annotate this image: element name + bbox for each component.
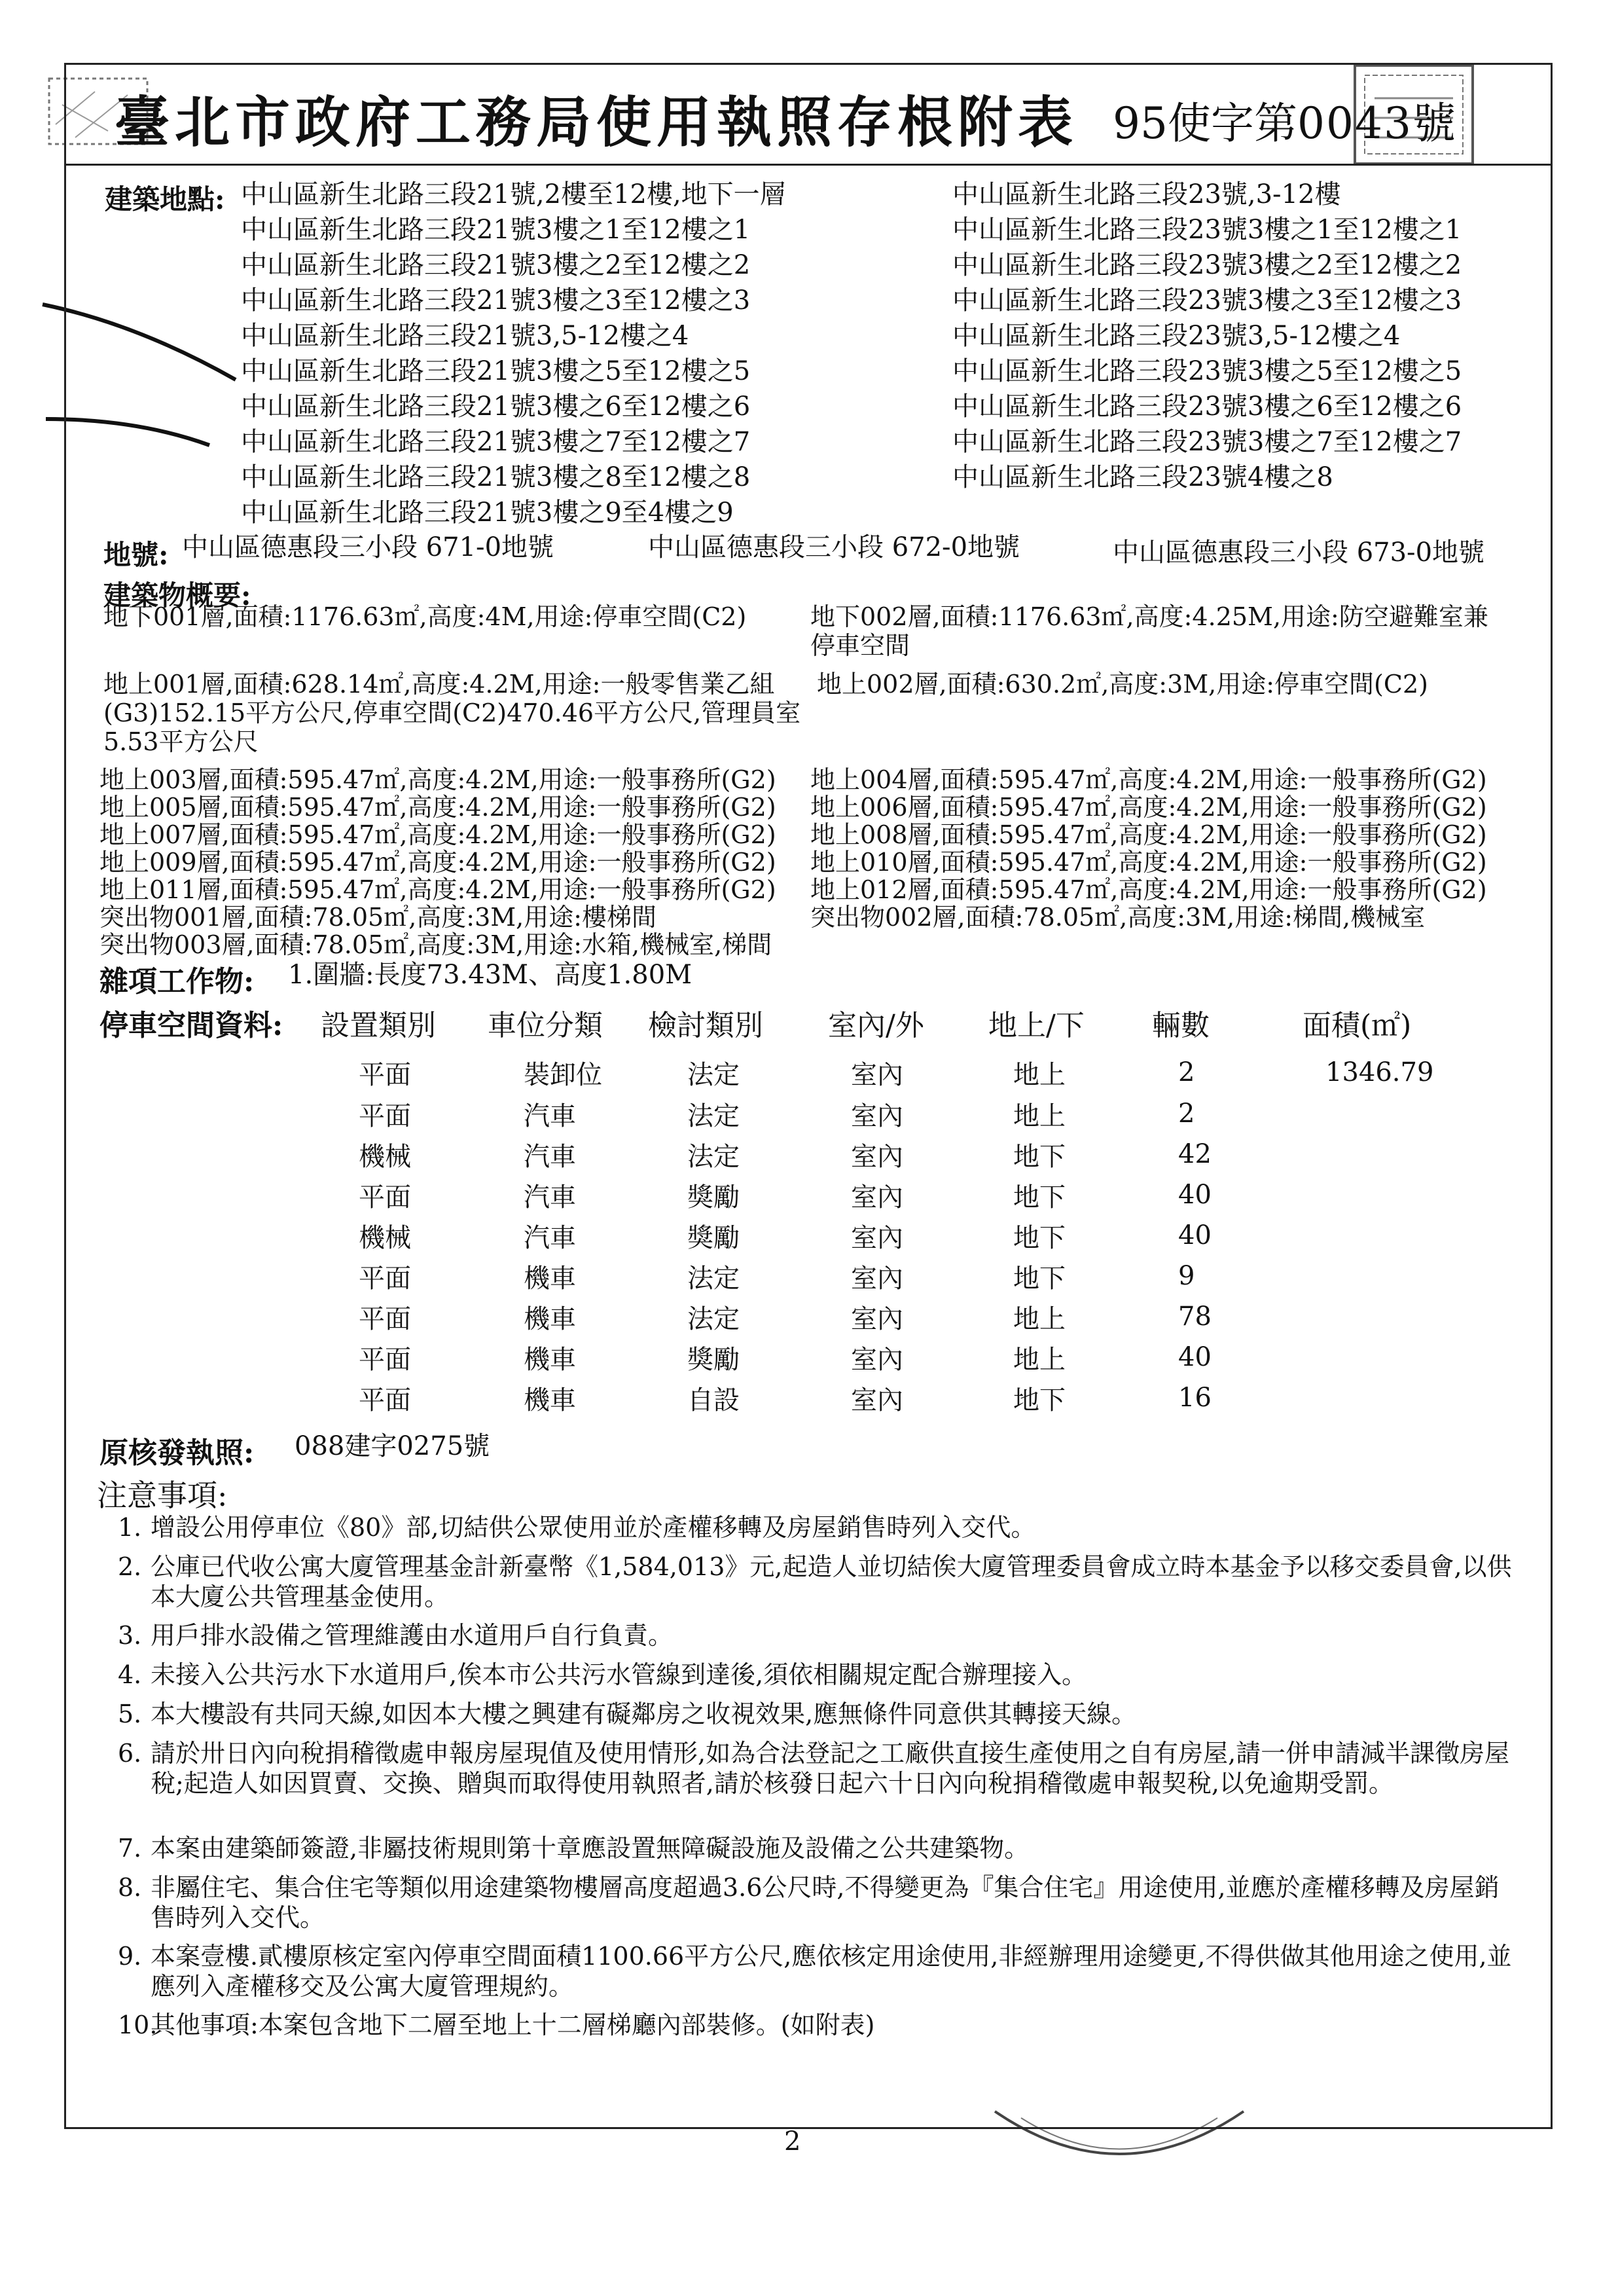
location-item: 中山區新生北路三段23號3樓之2至12樓之2 [952, 250, 1462, 280]
permit-no: 0043 [1297, 98, 1412, 149]
overview-f2: 地上002層,面積:630.2㎡,高度:3M,用途:停車空間(C2) [817, 670, 1428, 699]
note-number: 2. [118, 1552, 142, 1581]
table-cell: 2 [1178, 1057, 1195, 1087]
table-cell: 9 [1178, 1261, 1195, 1291]
location-item: 中山區新生北路三段23號3樓之1至12樓之1 [952, 215, 1462, 245]
note-text: 本案由建築師簽證,非屬技術規則第十章應設置無障礙設施及設備之公共建築物。 [151, 1834, 1030, 1863]
note-number: 4. [118, 1660, 142, 1689]
location-item: 中山區新生北路三段23號,3-12樓 [952, 179, 1341, 210]
overview-row: 地上007層,面積:595.47㎡,高度:4.2M,用途:一般事務所(G2) [99, 820, 776, 849]
table-cell: 法定 [687, 1060, 740, 1090]
notes-label: 注意事項: [97, 1478, 228, 1513]
table-cell: 室內 [851, 1182, 903, 1212]
table-cell: 法定 [687, 1264, 740, 1294]
table-cell: 室內 [851, 1223, 903, 1253]
misc-label: 雜項工作物: [99, 965, 255, 998]
overview-b1: 地下001層,面積:1176.63㎡,高度:4M,用途:停車空間(C2) [103, 602, 747, 631]
table-cell: 汽車 [524, 1182, 576, 1212]
table-cell: 78 [1178, 1302, 1212, 1332]
location-item: 中山區新生北路三段21號3,5-12樓之4 [241, 321, 689, 351]
table-cell: 室內 [851, 1345, 903, 1375]
table-cell: 室內 [851, 1304, 903, 1334]
table-cell: 42 [1178, 1139, 1212, 1169]
table-cell: 2 [1178, 1099, 1195, 1129]
table-cell: 室內 [851, 1101, 903, 1131]
overview-row: 突出物003層,面積:78.05㎡,高度:3M,用途:水箱,機械室,梯間 [99, 930, 772, 959]
table-cell: 汽車 [524, 1101, 576, 1131]
note-text: 本案壹樓.貳樓原核定室內停車空間面積1100.66平方公尺,應依核定用途使用,非經辦理用途變更,不得供做其他用途之使用,並應列入產權移交及公寓大廈管理規約。 [151, 1942, 1512, 2001]
original-permit-label: 原核發執照: [99, 1436, 255, 1470]
table-cell: 地上 [1013, 1345, 1066, 1375]
overview-row: 地上012層,面積:595.47㎡,高度:4.2M,用途:一般事務所(G2) [810, 875, 1487, 904]
parking-header: 車位分類 [488, 1009, 603, 1042]
table-cell: 地下 [1013, 1142, 1066, 1172]
note-item [118, 2010, 1525, 2040]
parking-header: 地上/下 [988, 1009, 1085, 1042]
overview-row: 地上008層,面積:595.47㎡,高度:4.2M,用途:一般事務所(G2) [810, 820, 1487, 849]
note-number: 6. [118, 1739, 142, 1768]
note-item [118, 1620, 1525, 1650]
note-item [118, 1738, 1525, 1798]
parking-header: 輛數 [1152, 1009, 1210, 1042]
location-item: 中山區新生北路三段21號3樓之7至12樓之7 [241, 427, 751, 457]
parking-header: 面積(㎡) [1303, 1009, 1412, 1042]
title-divider [64, 164, 1551, 166]
table-cell: 地下 [1013, 1223, 1066, 1253]
overview-row: 地上005層,面積:595.47㎡,高度:4.2M,用途:一般事務所(G2) [99, 793, 776, 822]
table-cell: 室內 [851, 1385, 903, 1415]
note-item [118, 1512, 1525, 1542]
overview-row: 地上004層,面積:595.47㎡,高度:4.2M,用途:一般事務所(G2) [810, 765, 1487, 794]
location-item: 中山區新生北路三段21號3樓之9至4樓之9 [241, 498, 734, 528]
lot-item: 中山區德惠段三小段 671-0地號 [182, 532, 554, 562]
overview-row: 地上009層,面積:595.47㎡,高度:4.2M,用途:一般事務所(G2) [99, 848, 776, 877]
table-cell: 機械 [359, 1142, 411, 1172]
location-list-right [952, 177, 1462, 495]
table-cell: 室內 [851, 1060, 903, 1090]
note-text: 公庫已代收公寓大廈管理基金計新臺幣《1,584,013》元,起造人並切結俟大廈管理委員會成立時本基金予以移交委員會,以供本大廈公共管理基金使用。 [151, 1552, 1512, 1611]
location-item: 中山區新生北路三段21號3樓之3至12樓之3 [241, 285, 751, 316]
table-cell: 1346.79 [1325, 1057, 1434, 1087]
overview-row: 地上010層,面積:595.47㎡,高度:4.2M,用途:一般事務所(G2) [810, 848, 1487, 877]
note-item [118, 1552, 1525, 1612]
location-item: 中山區新生北路三段23號4樓之8 [952, 462, 1333, 492]
overview-row: 突出物002層,面積:78.05㎡,高度:3M,用途:梯間,機械室 [810, 903, 1426, 932]
lot-item: 中山區德惠段三小段 673-0地號 [1113, 538, 1485, 568]
lot-label: 地號: [103, 539, 169, 571]
permit-prefix: 95使字第 [1113, 98, 1297, 149]
location-item: 中山區新生北路三段21號3樓之1至12樓之1 [241, 215, 751, 245]
table-cell: 法定 [687, 1101, 740, 1131]
table-cell: 40 [1178, 1342, 1212, 1372]
note-number: 10. [118, 2011, 158, 2039]
overview-left-col [99, 766, 776, 958]
document-title: 臺北市政府工務局使用執照存根附表 [115, 90, 1079, 155]
note-text: 增設公用停車位《80》部,切結供公眾使用並於產權移轉及房屋銷售時列入交代。 [151, 1513, 1036, 1542]
table-cell: 地下 [1013, 1264, 1066, 1294]
note-text: 用戶排水設備之管理維護由水道用戶自行負責。 [151, 1621, 674, 1650]
overview-b2: 地下002層,面積:1176.63㎡,高度:4.25M,用途:防空避難室兼停車空間 [810, 602, 1488, 660]
lot-item: 中山區德惠段三小段 672-0地號 [648, 532, 1020, 562]
table-cell: 40 [1178, 1180, 1212, 1210]
note-text: 其他事項:本案包含地下二層至地上十二層梯廳內部裝修。(如附表) [151, 2011, 875, 2039]
table-cell: 獎勵 [687, 1182, 740, 1212]
parking-header: 檢討類別 [648, 1009, 763, 1042]
note-text: 未接入公共污水下水道用戶,俟本市公共污水管線到達後,須依相關規定配合辦理接入。 [151, 1660, 1087, 1689]
table-cell: 地下 [1013, 1182, 1066, 1212]
overview-label: 建築物概要: [103, 579, 251, 611]
table-cell: 自設 [687, 1385, 740, 1415]
note-number: 3. [118, 1621, 142, 1650]
overview-row: 地上003層,面積:595.47㎡,高度:4.2M,用途:一般事務所(G2) [99, 765, 776, 794]
note-text: 本大樓設有共同天線,如因本大樓之興建有礙鄰房之收視效果,應無條件同意供其轉接天線。 [151, 1700, 1137, 1728]
parking-header: 設置類別 [321, 1009, 436, 1042]
table-cell: 法定 [687, 1304, 740, 1334]
table-cell: 平面 [359, 1182, 411, 1212]
table-cell: 40 [1178, 1220, 1212, 1250]
table-cell: 機車 [524, 1264, 576, 1294]
note-item [118, 1660, 1525, 1690]
overview-row: 突出物001層,面積:78.05㎡,高度:3M,用途:樓梯間 [99, 903, 657, 932]
permit-suffix: 號 [1412, 98, 1456, 149]
table-cell: 獎勵 [687, 1345, 740, 1375]
table-cell: 地下 [1013, 1385, 1066, 1415]
note-number: 1. [118, 1513, 142, 1542]
table-cell: 室內 [851, 1264, 903, 1294]
note-item [118, 1941, 1525, 2001]
note-text: 非屬住宅、集合住宅等類似用途建築物樓層高度超過3.6公尺時,不得變更為『集合住宅』用途使用,並應於產權移轉及房屋銷售時列入交代。 [151, 1873, 1500, 1932]
parking-header: 室內/外 [828, 1009, 924, 1042]
note-number: 8. [118, 1873, 142, 1902]
note-number: 9. [118, 1942, 142, 1971]
table-cell: 平面 [359, 1060, 411, 1090]
misc-value: 1.圍牆:長度73.43M、高度1.80M [288, 960, 692, 990]
note-number: 7. [118, 1834, 142, 1863]
location-item: 中山區新生北路三段23號3樓之3至12樓之3 [952, 285, 1462, 316]
table-cell: 獎勵 [687, 1223, 740, 1253]
permit-number [1113, 88, 1456, 151]
table-cell: 法定 [687, 1142, 740, 1172]
note-item [118, 1699, 1525, 1729]
location-item: 中山區新生北路三段23號3樓之6至12樓之6 [952, 392, 1462, 422]
table-cell: 平面 [359, 1304, 411, 1334]
location-item: 中山區新生北路三段21號3樓之2至12樓之2 [241, 250, 751, 280]
original-permit-value: 088建字0275號 [295, 1431, 490, 1461]
note-number: 5. [118, 1700, 142, 1728]
location-item: 中山區新生北路三段23號3,5-12樓之4 [952, 321, 1401, 351]
table-cell: 16 [1178, 1383, 1212, 1413]
table-cell: 機車 [524, 1304, 576, 1334]
table-cell: 地上 [1013, 1101, 1066, 1131]
table-cell: 機車 [524, 1385, 576, 1415]
table-cell: 汽車 [524, 1142, 576, 1172]
table-cell: 平面 [359, 1345, 411, 1375]
location-item: 中山區新生北路三段21號3樓之5至12樓之5 [241, 356, 751, 386]
location-label: 建築地點: [105, 183, 225, 215]
overview-f1: 地上001層,面積:628.14㎡,高度:4.2M,用途:一般零售業乙組(G3)152.15平方公尺,停車空間(C2)470.46平方公尺,管理員室5.53平方公尺 [103, 670, 801, 756]
parking-label: 停車空間資料: [99, 1009, 283, 1042]
location-item: 中山區新生北路三段21號3樓之8至12樓之8 [241, 462, 751, 492]
table-cell: 室內 [851, 1142, 903, 1172]
table-cell: 機械 [359, 1223, 411, 1253]
overview-row: 地上006層,面積:595.47㎡,高度:4.2M,用途:一般事務所(G2) [810, 793, 1487, 822]
location-item: 中山區新生北路三段21號,2樓至12樓,地下一層 [241, 179, 786, 210]
overview-row: 地上011層,面積:595.47㎡,高度:4.2M,用途:一般事務所(G2) [99, 875, 776, 904]
table-cell: 平面 [359, 1101, 411, 1131]
note-item [118, 1833, 1525, 1863]
table-cell: 汽車 [524, 1223, 576, 1253]
table-cell: 平面 [359, 1264, 411, 1294]
table-cell: 機車 [524, 1345, 576, 1375]
table-cell: 地上 [1013, 1060, 1066, 1090]
location-item: 中山區新生北路三段23號3樓之7至12樓之7 [952, 427, 1462, 457]
overview-right-col [810, 766, 1487, 931]
table-cell: 平面 [359, 1385, 411, 1415]
table-cell: 裝卸位 [524, 1060, 602, 1090]
page-number: 2 [784, 2126, 801, 2157]
location-item: 中山區新生北路三段23號3樓之5至12樓之5 [952, 356, 1462, 386]
note-text: 請於卅日內向稅捐稽徵處申報房屋現值及使用情形,如為合法登記之工廠供直接生產使用之自有房屋,請一併申請減半課徵房屋稅;起造人如因買賣、交換、贈與而取得使用執照者,請於核發日起六十日內向稅捐稽徵處申報契稅,以免逾期受罰。 [151, 1739, 1510, 1798]
location-item: 中山區新生北路三段21號3樓之6至12樓之6 [241, 392, 751, 422]
location-list-left [241, 177, 786, 530]
table-cell: 地上 [1013, 1304, 1066, 1334]
note-item [118, 1872, 1525, 1933]
